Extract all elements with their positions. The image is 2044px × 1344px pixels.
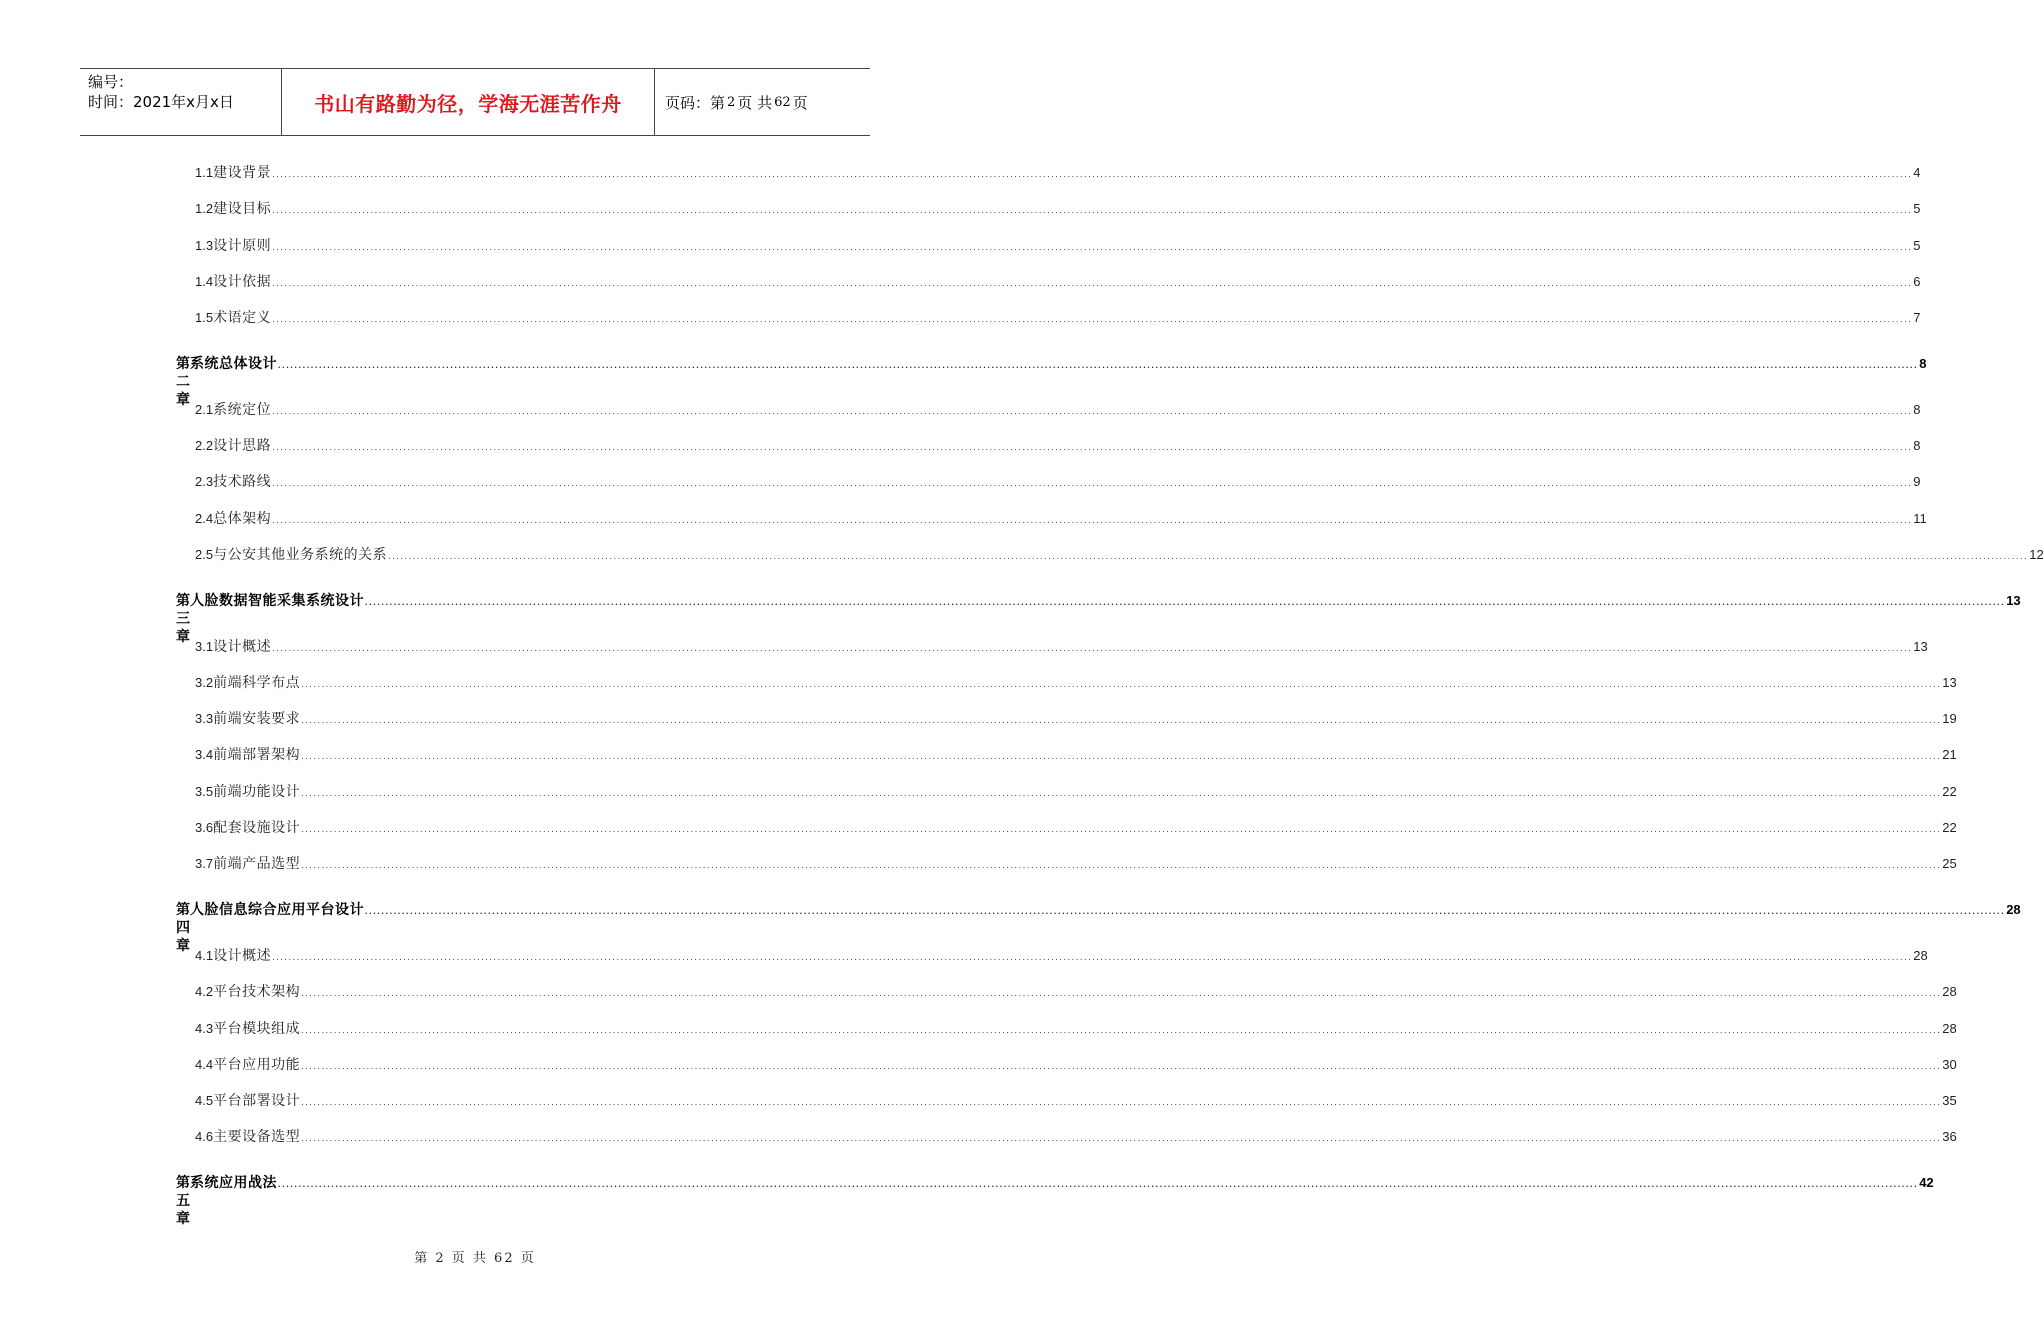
toc-entry-number: 2.1 [195, 402, 214, 417]
toc-entry-page: 25 [1942, 856, 1957, 871]
toc-dot-leader: ................................................................................................................................................................................................................................................................................................................................................................................................................ [301, 988, 1942, 998]
toc-section-entry[interactable] [195, 638, 1928, 656]
toc-section-entry[interactable] [195, 783, 1957, 801]
toc-section-entry[interactable] [195, 1056, 1957, 1074]
toc-entry-number: 2.5 [195, 547, 214, 562]
toc-entry-number: 2.3 [195, 474, 214, 489]
toc-dot-leader: ................................................................................................................................................................................................................................................................................................................................................................................................................ [272, 442, 1913, 452]
toc-section-entry[interactable] [195, 273, 1921, 291]
toc-chapter-entry[interactable] [176, 1174, 1934, 1228]
toc-entry-number: 1.5 [195, 310, 214, 325]
toc-entry-number: 第三章 [176, 593, 190, 645]
toc-dot-leader: ................................................................................................................................................................................................................................................................................................................................................................................................................ [272, 278, 1913, 288]
toc-entry-page: 36 [1942, 1129, 1957, 1144]
toc-dot-leader: ................................................................................................................................................................................................................................................................................................................................................................................................................ [301, 1133, 1942, 1143]
toc-entry-number: 3.2 [195, 675, 214, 690]
toc-entry-page: 21 [1942, 747, 1957, 762]
toc-entry-title: 设计概述 [213, 639, 272, 655]
toc-dot-leader: ................................................................................................................................................................................................................................................................................................................................................................................................................ [301, 1025, 1942, 1035]
toc-entry-title: 设计原则 [213, 238, 272, 254]
header-motto: 书山有路勤为径，学海无涯苦作舟 [282, 69, 655, 135]
toc-section-entry[interactable] [195, 947, 1928, 965]
toc-entry-title: 系统应用战法 [190, 1175, 277, 1191]
toc-entry-page: 11 [1913, 511, 1927, 526]
toc-section-entry[interactable] [195, 164, 1921, 182]
toc-dot-leader: ................................................................................................................................................................................................................................................................................................................................................................................................................ [301, 715, 1942, 725]
document-number-label: 编号： [88, 73, 134, 91]
toc-dot-leader: ................................................................................................................................................................................................................................................................................................................................................................................................................ [388, 551, 2029, 561]
toc-entry-page: 28 [1942, 1021, 1957, 1036]
page-current: 2 [727, 94, 736, 110]
toc-entry-page: 4 [1913, 165, 1921, 180]
toc-entry-number: 3.6 [195, 820, 214, 835]
toc-dot-leader: ................................................................................................................................................................................................................................................................................................................................................................................................................ [272, 643, 1913, 653]
toc-entry-title: 前端部署架构 [213, 747, 301, 763]
toc-entry-page: 28 [1913, 948, 1928, 963]
toc-entry-number: 4.5 [195, 1093, 214, 1108]
toc-entry-number: 1.4 [195, 274, 214, 289]
toc-entry-page: 13 [1942, 675, 1957, 690]
toc-entry-title: 与公安其他业务系统的关系 [213, 547, 388, 563]
toc-entry-number: 4.2 [195, 984, 214, 999]
toc-section-entry[interactable] [195, 401, 1921, 419]
toc-entry-page: 22 [1942, 784, 1957, 799]
toc-entry-page: 28 [1942, 984, 1957, 999]
toc-section-entry[interactable] [195, 855, 1957, 873]
toc-entry-page: 6 [1913, 274, 1921, 289]
toc-section-entry[interactable] [195, 1092, 1957, 1110]
toc-entry-title: 总体架构 [213, 511, 272, 527]
toc-section-entry[interactable] [195, 437, 1921, 455]
toc-entry-number: 3.1 [195, 639, 214, 654]
toc-entry-title: 人脸数据智能采集系统设计 [190, 593, 364, 609]
toc-dot-leader: ................................................................................................................................................................................................................................................................................................................................................................................................................ [272, 314, 1913, 324]
toc-entry-page: 7 [1913, 310, 1921, 325]
document-time-label: 时间：2021年x月x日 [88, 93, 234, 111]
toc-entry-number: 4.3 [195, 1021, 214, 1036]
toc-entry-page: 35 [1942, 1093, 1957, 1108]
toc-entry-title: 建设目标 [213, 201, 272, 217]
page-total: 62 [774, 94, 791, 110]
toc-entry-number: 2.2 [195, 438, 214, 453]
toc-dot-leader: ................................................................................................................................................................................................................................................................................................................................................................................................................ [272, 406, 1913, 416]
toc-entry-title: 术语定义 [213, 310, 272, 326]
toc-entry-title: 前端科学布点 [213, 675, 301, 691]
toc-entry-page: 22 [1942, 820, 1957, 835]
toc-dot-leader: ................................................................................................................................................................................................................................................................................................................................................................................................................ [301, 824, 1942, 834]
toc-entry-number: 4.4 [195, 1057, 214, 1072]
toc-entry-page: 13 [2006, 593, 2021, 608]
toc-entry-number: 4.1 [195, 948, 214, 963]
toc-dot-leader: ................................................................................................................................................................................................................................................................................................................................................................................................................ [301, 1061, 1942, 1071]
toc-entry-title: 设计概述 [213, 948, 272, 964]
toc-entry-page: 8 [1913, 438, 1921, 453]
toc-entry-title: 系统总体设计 [190, 356, 277, 372]
toc-section-entry[interactable] [195, 1020, 1957, 1038]
toc-entry-page: 8 [1919, 356, 1927, 371]
toc-entry-title: 主要设备选型 [213, 1129, 301, 1145]
toc-entry-title: 系统定位 [213, 402, 272, 418]
toc-section-entry[interactable] [195, 674, 1957, 692]
toc-entry-number: 4.6 [195, 1129, 214, 1144]
toc-entry-page: 28 [2006, 902, 2021, 917]
toc-entry-title: 建设背景 [213, 165, 272, 181]
toc-entry-title: 前端产品选型 [213, 856, 301, 872]
toc-entry-page: 5 [1913, 201, 1921, 216]
toc-entry-page: 13 [1913, 639, 1928, 654]
toc-entry-page: 5 [1913, 238, 1921, 253]
toc-entry-number: 3.4 [195, 747, 214, 762]
toc-dot-leader: ................................................................................................................................................................................................................................................................................................................................................................................................................ [301, 679, 1942, 689]
toc-entry-number: 第四章 [176, 902, 190, 954]
toc-entry-title: 平台模块组成 [213, 1021, 301, 1037]
toc-dot-leader: ................................................................................................................................................................................................................................................................................................................................................................................................................ [272, 242, 1913, 252]
toc-section-entry[interactable] [195, 710, 1957, 728]
toc-dot-leader: ................................................................................................................................................................................................................................................................................................................................................................................................................ [301, 1097, 1942, 1107]
toc-entry-number: 3.3 [195, 711, 214, 726]
toc-section-entry[interactable] [195, 546, 2044, 564]
toc-dot-leader: ................................................................................................................................................................................................................................................................................................................................................................................................................ [272, 169, 1913, 179]
toc-section-entry[interactable] [195, 510, 1927, 528]
toc-entry-page: 9 [1913, 474, 1921, 489]
toc-entry-number: 3.5 [195, 784, 214, 799]
toc-entry-title: 平台技术架构 [213, 984, 301, 1000]
page-footer: 第 2 页 共 62 页 [414, 1251, 536, 1266]
toc-section-entry[interactable] [195, 200, 1921, 218]
toc-entry-number: 第五章 [176, 1175, 190, 1227]
toc-entry-number: 1.2 [195, 201, 214, 216]
toc-entry-title: 前端安装要求 [213, 711, 301, 727]
toc-dot-leader: ................................................................................................................................................................................................................................................................................................................................................................................................................ [365, 906, 2006, 916]
page-suffix: 页 [792, 93, 808, 112]
toc-dot-leader: ................................................................................................................................................................................................................................................................................................................................................................................................................ [301, 860, 1942, 870]
toc-section-entry[interactable] [195, 473, 1921, 491]
toc-section-entry[interactable] [195, 983, 1957, 1001]
toc-dot-leader: ................................................................................................................................................................................................................................................................................................................................................................................................................ [365, 597, 2006, 607]
toc-dot-leader: ................................................................................................................................................................................................................................................................................................................................................................................................................ [301, 751, 1942, 761]
toc-section-entry[interactable] [195, 1128, 1957, 1146]
page-prefix: 页码：第 [665, 93, 726, 112]
toc-entry-number: 第二章 [176, 356, 190, 408]
toc-entry-number: 3.7 [195, 856, 214, 871]
toc-dot-leader: ................................................................................................................................................................................................................................................................................................................................................................................................................ [278, 1179, 1919, 1189]
toc-section-entry[interactable] [195, 237, 1921, 255]
toc-section-entry[interactable] [195, 746, 1957, 764]
toc-dot-leader: ................................................................................................................................................................................................................................................................................................................................................................................................................ [272, 515, 1913, 525]
toc-entry-title: 设计思路 [213, 438, 272, 454]
toc-entry-title: 设计依据 [213, 274, 272, 290]
toc-section-entry[interactable] [195, 309, 1921, 327]
toc-entry-page: 19 [1942, 711, 1957, 726]
toc-entry-number: 2.4 [195, 511, 214, 526]
toc-dot-leader: ................................................................................................................................................................................................................................................................................................................................................................................................................ [272, 205, 1913, 215]
toc-entry-page: 42 [1919, 1175, 1934, 1190]
toc-entry-title: 平台部署设计 [213, 1093, 301, 1109]
toc-dot-leader: ................................................................................................................................................................................................................................................................................................................................................................................................................ [301, 788, 1942, 798]
toc-entry-title: 平台应用功能 [213, 1057, 301, 1073]
toc-entry-title: 人脸信息综合应用平台设计 [190, 902, 364, 918]
page-mid: 页 共 [737, 93, 773, 112]
toc-dot-leader: ................................................................................................................................................................................................................................................................................................................................................................................................................ [272, 952, 1913, 962]
toc-section-entry[interactable] [195, 819, 1957, 837]
toc-dot-leader: ................................................................................................................................................................................................................................................................................................................................................................................................................ [278, 360, 1919, 370]
toc-entry-number: 1.3 [195, 238, 214, 253]
toc-dot-leader: ................................................................................................................................................................................................................................................................................................................................................................................................................ [272, 478, 1913, 488]
toc-entry-number: 1.1 [195, 165, 214, 180]
toc-entry-title: 配套设施设计 [213, 820, 301, 836]
toc-entry-page: 30 [1942, 1057, 1957, 1072]
toc-entry-page: 12 [2029, 547, 2044, 562]
toc-entry-title: 前端功能设计 [213, 784, 301, 800]
toc-entry-title: 技术路线 [213, 474, 272, 490]
toc-entry-page: 8 [1913, 402, 1921, 417]
